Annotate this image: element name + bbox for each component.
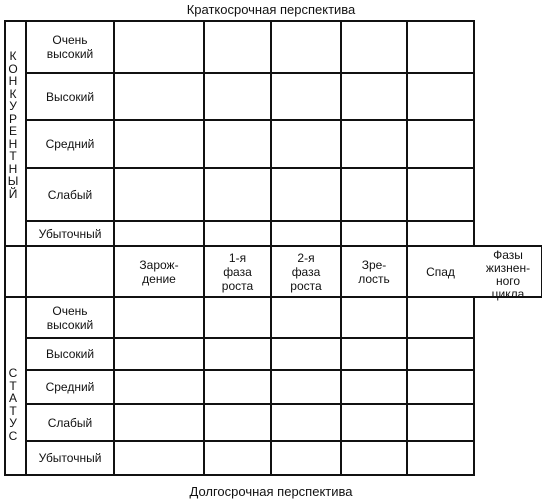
status-label: С Т А Т У С xyxy=(8,366,18,443)
frame-bottom xyxy=(4,474,475,476)
row-label: Слабый xyxy=(47,415,93,430)
competitive-label: К О Н К У Р Е Н Т Н Ы Й xyxy=(7,49,19,201)
phase-header: 2-я фаза роста xyxy=(290,250,322,293)
row-label: Слабый xyxy=(47,187,93,202)
top-caption: Краткосрочная перспектива xyxy=(186,2,356,17)
row-label: Средний xyxy=(45,137,95,151)
phase-header: 1-я фаза роста xyxy=(221,250,254,293)
row-label: Очень высокий xyxy=(46,303,94,332)
frame-right-lower xyxy=(473,297,475,476)
phase-header: Зре- лость xyxy=(358,257,390,286)
row-label: Высокий xyxy=(45,347,95,361)
row-label: Убыточный xyxy=(38,226,102,241)
phase-header: Зарож- дение xyxy=(139,257,179,286)
frame-right-upper xyxy=(473,20,475,245)
row-label: Высокий xyxy=(45,89,95,104)
row-label: Очень высокий xyxy=(46,33,94,61)
row-label: Убыточный xyxy=(38,451,102,465)
lifecycle-phases-label: Фазы жизнен- ного цикла xyxy=(485,248,531,301)
phase-header: Спад xyxy=(426,264,455,279)
bottom-caption: Долгосрочная перспектива xyxy=(189,484,353,499)
row-label: Средний xyxy=(45,380,95,394)
